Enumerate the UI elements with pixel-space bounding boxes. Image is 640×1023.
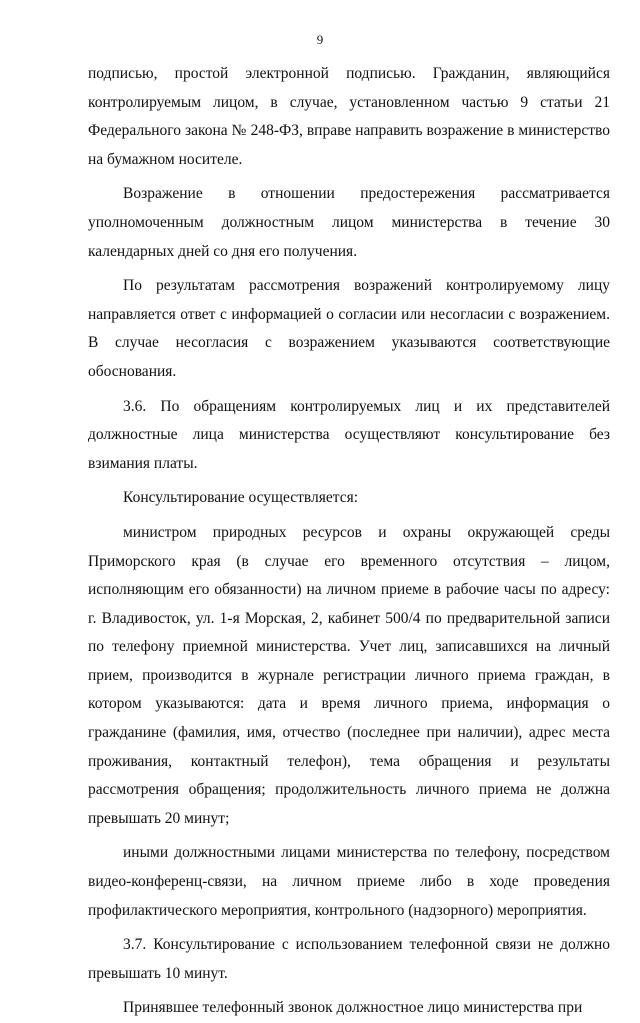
paragraph-section-3-7: 3.7. Консультирование с использованием телефонной связи не должно превышать 10 минут. <box>88 936 610 982</box>
paragraph-minister-consultation: министром природных ресурсов и охраны окружающей среды Приморского края (в случае его временного отсутствия – лицом, исполняющим его обязанности) на личном приеме в рабочие часы по адресу: г. Владивосток, ул. 1-я Морская, 2, кабинет 500/4 по предварительной записи по телефону приемной министерства. Учет лиц, записавшихся на личный прием, производится в журнале регистрации личного приема граждан, в котором указываются: дата и время личного приема, информация о гражданине (фамилия, имя, отчество (последнее при наличии), адрес места проживания, контактный телефон), тема обращения и результаты рассмотрения обращения; продолжительность личного приема не должна превышать 20 минут; <box>88 523 610 827</box>
paragraph-phone-call: Принявшее телефонный звонок должностное лицо министерства при <box>123 999 583 1017</box>
document-body <box>88 60 610 1023</box>
paragraph-consultation-intro: Консультирование осуществляется: <box>123 489 359 507</box>
page-number: 9 <box>316 32 324 47</box>
paragraph-objection-result: По результатам рассмотрения возражений контролируемому лицу направляется ответ с информацией о согласии или несогласии с возражением. В случае несогласия с возражением указываются соответствующие обоснования. <box>88 277 610 380</box>
paragraph-section-3-6: 3.6. По обращениям контролируемых лиц и их представителей должностные лица министерства осуществляют консультирование без взимания платы. <box>88 397 610 472</box>
paragraph-objection: Возражение в отношении предостережения рассматривается уполномоченным должностным лицом министерства в течение 30 календарных дней со дня его получения. <box>88 185 610 260</box>
paragraph-continuation: подписью, простой электронной подписью. Гражданин, являющийся контролируемым лицом, в случае, установленном частью 9 статьи 21 Федерального закона № 248-ФЗ, вправе направить возражение в министерство на бумажном носителе. <box>88 65 610 168</box>
paragraph-other-officials: иными должностными лицами министерства по телефону, посредством видео-конференц-связи, на личном приеме либо в ходе проведения профилактического мероприятия, контрольного (надзорного) мероприятия. <box>88 844 610 919</box>
